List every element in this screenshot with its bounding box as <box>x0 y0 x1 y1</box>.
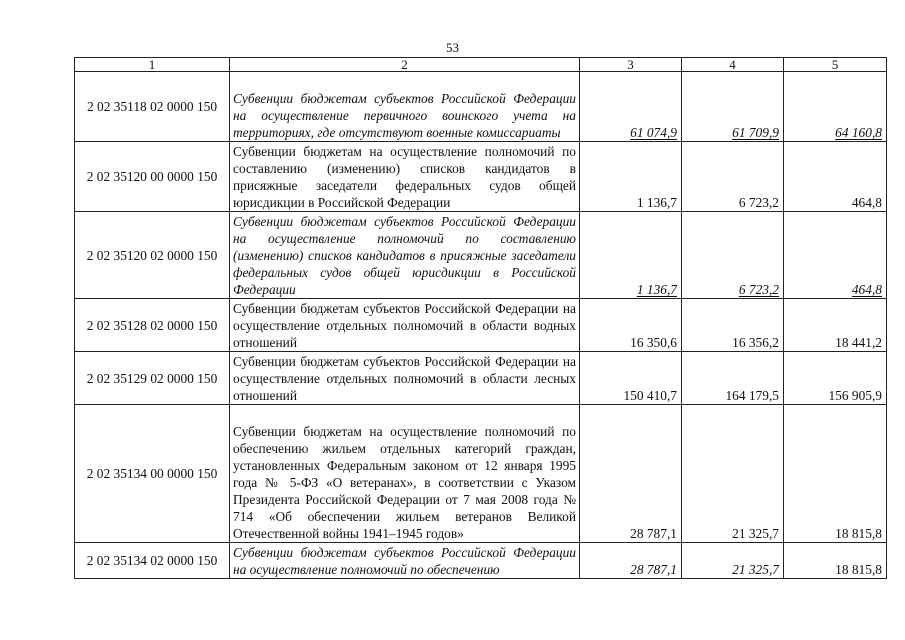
table-row <box>75 212 887 299</box>
budget-code: 2 02 35134 00 0000 150 <box>75 405 230 543</box>
value-col-4: 164 179,5 <box>682 352 784 405</box>
value-col-3: 61 074,9 <box>580 72 682 142</box>
column-header-4: 4 <box>682 58 784 72</box>
value-col-5: 18 815,8 <box>784 405 887 543</box>
table-header-row <box>75 58 887 72</box>
row-description: Субвенции бюджетам на осуществление полномочий по составлению (изменению) списков кандидатов в присяжные заседатели федеральных судов общей юрисдикции в Российской Федерации <box>230 142 580 212</box>
row-description: Субвенции бюджетам субъектов Российской Федерации на осуществление полномочий по составлению (изменению) списков кандидатов в присяжные заседатели федеральных судов общей юрисдикции в Российской Федерации <box>230 212 580 299</box>
row-description: Субвенции бюджетам субъектов Российской Федерации на осуществление полномочий по обеспечению <box>230 543 580 579</box>
table-row <box>75 299 887 352</box>
value-col-4: 61 709,9 <box>682 72 784 142</box>
budget-code: 2 02 35120 02 0000 150 <box>75 212 230 299</box>
value-col-3: 1 136,7 <box>580 142 682 212</box>
budget-code: 2 02 35120 00 0000 150 <box>75 142 230 212</box>
budget-code: 2 02 35134 02 0000 150 <box>75 543 230 579</box>
value-col-5: 18 441,2 <box>784 299 887 352</box>
value-col-4: 16 356,2 <box>682 299 784 352</box>
table-row <box>75 405 887 543</box>
value-col-3: 28 787,1 <box>580 543 682 579</box>
table-row <box>75 543 887 579</box>
row-description: Субвенции бюджетам на осуществление полномочий по обеспечению жильем отдельных категорий граждан, установленных Федеральным законом от 12 января 1995 года № 5-ФЗ «О ветеранах», в соответствии с Указом Президента Российской Федерации от 7 мая 2008 года № 714 «Об обеспечении жильем ветеранов Великой Отечественной войны 1941–1945 годов» <box>230 405 580 543</box>
value-col-4: 6 723,2 <box>682 212 784 299</box>
value-col-4: 6 723,2 <box>682 142 784 212</box>
row-description: Субвенции бюджетам субъектов Российской Федерации на осуществление отдельных полномочий в области водных отношений <box>230 299 580 352</box>
column-header-3: 3 <box>580 58 682 72</box>
row-description: Субвенции бюджетам субъектов Российской Федерации на осуществление отдельных полномочий в области лесных отношений <box>230 352 580 405</box>
row-description: Субвенции бюджетам субъектов Российской Федерации на осуществление первичного воинского учета на территориях, где отсутствуют военные комиссариаты <box>230 72 580 142</box>
column-header-1: 1 <box>75 58 230 72</box>
budget-code: 2 02 35129 02 0000 150 <box>75 352 230 405</box>
budget-revenue-table <box>74 57 887 579</box>
value-col-5: 464,8 <box>784 212 887 299</box>
value-col-5: 464,8 <box>784 142 887 212</box>
value-col-3: 1 136,7 <box>580 212 682 299</box>
budget-code: 2 02 35128 02 0000 150 <box>75 299 230 352</box>
value-col-5: 156 905,9 <box>784 352 887 405</box>
page-number: 53 <box>446 40 459 55</box>
table-row <box>75 352 887 405</box>
table-row <box>75 142 887 212</box>
value-col-3: 28 787,1 <box>580 405 682 543</box>
table-row <box>75 72 887 142</box>
column-header-2: 2 <box>230 58 580 72</box>
value-col-5: 64 160,8 <box>784 72 887 142</box>
value-col-4: 21 325,7 <box>682 543 784 579</box>
value-col-5: 18 815,8 <box>784 543 887 579</box>
value-col-3: 150 410,7 <box>580 352 682 405</box>
column-header-5: 5 <box>784 58 887 72</box>
value-col-4: 21 325,7 <box>682 405 784 543</box>
value-col-3: 16 350,6 <box>580 299 682 352</box>
budget-code: 2 02 35118 02 0000 150 <box>75 72 230 142</box>
